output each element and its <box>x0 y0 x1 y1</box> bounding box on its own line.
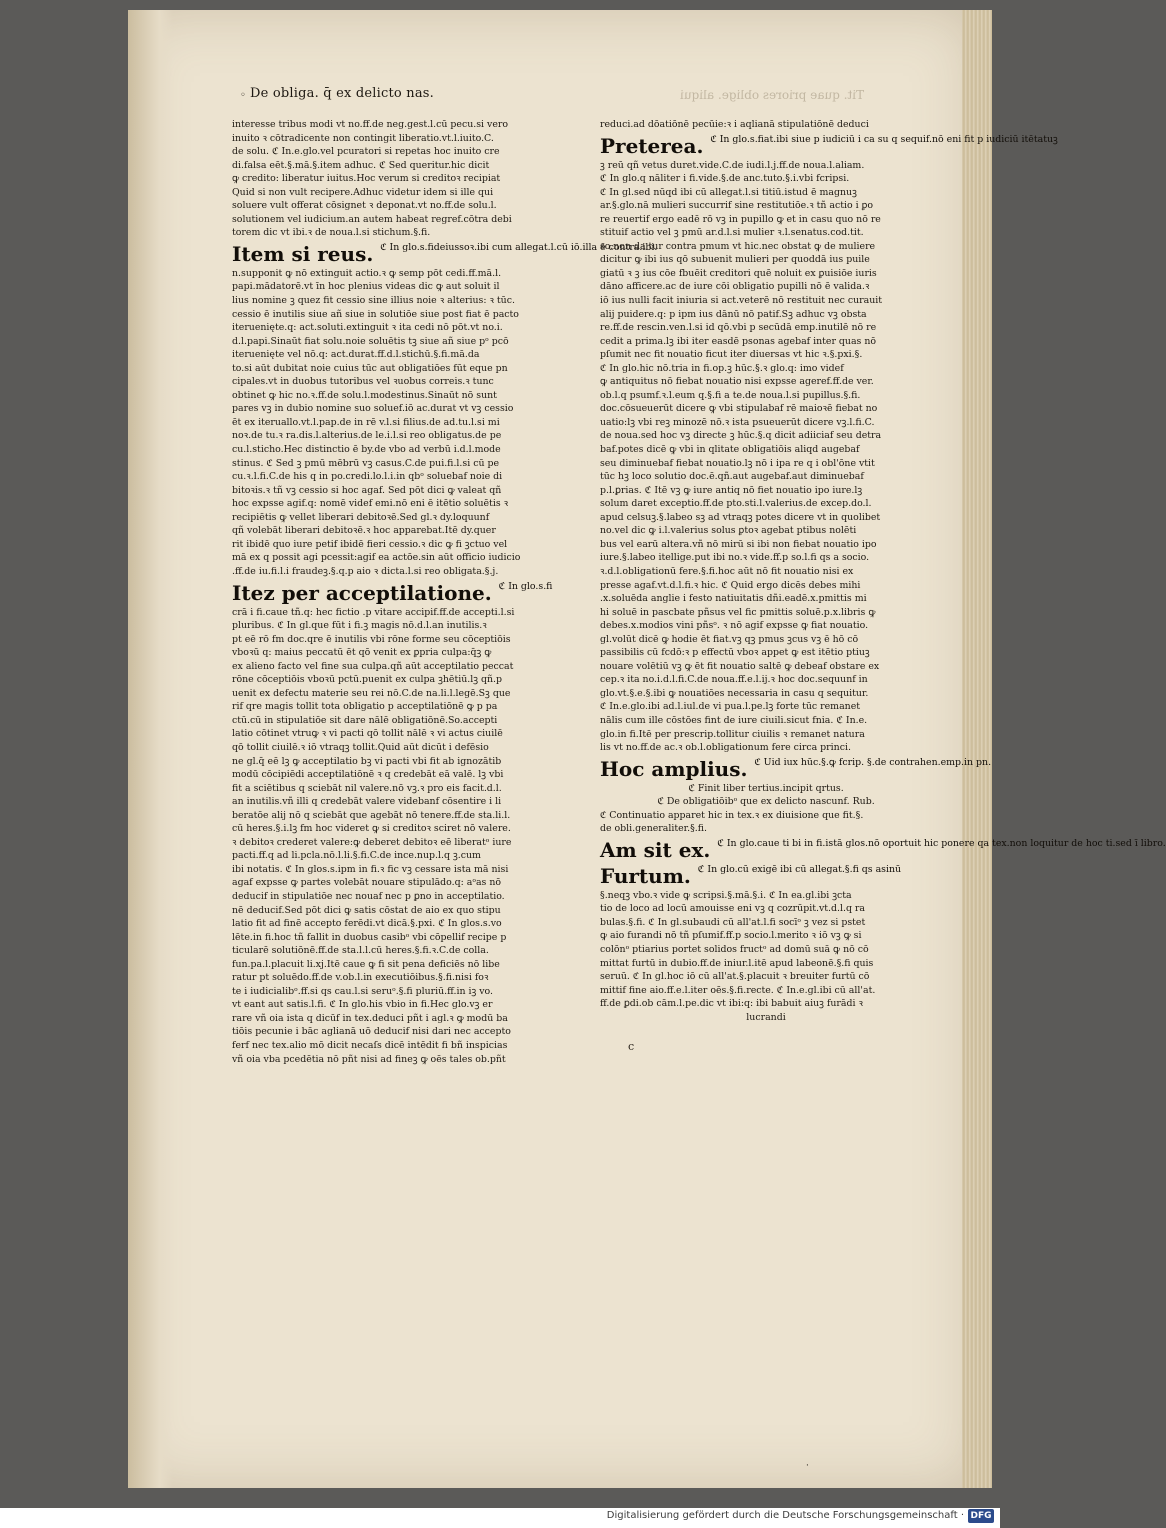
text-line: reduci.ad dōatiōnē pecūie:ꝛ i aqlianā stipulatiōnē deduci <box>600 119 869 130</box>
text-line: ꝙ credito: liberatur iuitus.Hoc verum si creditoꝛ recipiat <box>232 173 501 185</box>
text-line: ꝛ.d.l.obligationū fere.§.fi.hoc aūt nō fit nouatio nisi ex <box>600 565 854 577</box>
text-line: baf.potes dicē ꝙ vbi in qlitate obligatiōis aliqd augebaf <box>600 444 860 456</box>
text-line: bitoꝛis.ꝛ tñ vꝫ cessio si hoc agaf. Sed pōt dici ꝙ valeat qñ <box>232 484 502 496</box>
centered-line: ℭ Finit liber tertius.incipit qrtus. <box>688 782 844 794</box>
text-line: lis vt no.ff.de ac.ꝛ ob.l.obligationum fere circa princi. <box>600 742 851 754</box>
text-line: noꝛ.de tu.ꝛ ra.dis.l.alterius.de le.i.l.si reo obligatus.de pe <box>232 430 502 442</box>
text-line: latio cōtinet vtruꝙ ꝛ vi pacti qō tollit nālē ꝛ vi actus ciuilē <box>232 728 503 740</box>
text-line: nouare volētiū vꝫ ꝙ ēt fit nouatio saltē ꝙ debeaf obstare ex <box>600 660 880 672</box>
text-line: vboꝛū q: maius peccatū ēt qō venit ex ꝑpria culpa:q̄ꝫ ꝙ <box>232 647 492 659</box>
text-line: ℭ In glo.q nāliter i fi.vide.§.de anc.tuto.§.i.vbi fcripsi. <box>600 173 850 185</box>
text-line: fun.pa.l.placuit li.xj.Itē caue ꝙ fi sit pena deficiēs nō libe <box>232 958 500 970</box>
text-line: agaf expsse ꝙ partes volebāt nouare stipulādo.q: aᵒas nō <box>232 877 502 889</box>
text-line: .ff.de iu.fi.l.i fraudeꝫ.§.q.p aio ꝛ dicta.l.si reo obligata.§.j. <box>232 565 499 577</box>
text-line: apud celsuꝫ.§.labeo sꝫ ad vtraqꝫ potes dicere vt in quolibet <box>600 511 881 523</box>
text-line: cu.ꝛ.l.fi.C.de his q in po.credi.lo.l.i.in qbᵒ soluebaf noie di <box>232 471 503 483</box>
text-line: ff.de ꝑdi.ob cām.l.pe.dic vt ibi:q: ibi babuit aiuꝫ furādi ꝛ <box>600 998 863 1010</box>
text-line: d.l.papi.Sinaūt fiat solu.noie soluētis tꝫ siue añ siue pᵒ pcō <box>232 335 509 347</box>
text-line: pt eē rō fm doc.qre ē inutilis vbi rōne forme seu cōceptiōis <box>232 633 511 645</box>
text-line: debes.x.modios vini pñsᵒ. ꝛ nō agif expsse ꝙ fiat nouatio. <box>600 620 869 632</box>
text-line: ℭ In.e.glo.ibi ad.l.iul.de vi pua.l.pe.lꝫ forte tūc remanet <box>600 701 861 713</box>
text-line: glo.vt.§.e.§.ibi ꝙ nouatiōes necessaria in casu q sequitur. <box>600 687 869 699</box>
section-heading: Itez per acceptilatione. $^{ℭ In glo.s.fi}$ <box>232 580 553 605</box>
dfg-logo: DFG <box>968 1509 994 1523</box>
text-line: fit a sciētibus q sciebāt nil valere.nō vꝫ.ꝛ pro eis facit.d.l. <box>232 782 502 794</box>
text-line: bulas.§.fi. ℭ In gl.subaudi cū all'at.l.fi socīᵒ ꝫ vez si pstet <box>600 916 866 928</box>
text-line: tiōis pecunie i bāc aglianā uō deducif nisi dari nec accepto <box>232 1026 511 1038</box>
text-line: pluribus. ℭ In gl.que fūt i fi.ꝫ magis nō.d.l.an inutilis.ꝛ <box>232 620 487 632</box>
text-line: giatū ꝛ ꝫ ius cōe fbuēit creditori quē noluit ex ꝑuisiōe iuris <box>600 267 877 279</box>
text-line: tio de loco ad locū amouisse eni vꝫ q cozrūpit.vt.d.l.q ra <box>600 903 865 915</box>
text-line: modū cōcipiēdi acceptilatiōnē ꝛ q credebāt eā valē. lꝫ vbi <box>232 769 504 781</box>
text-line: lius nomine ꝫ quez fit cessio sine illius noie ꝛ alterius: ꝛ tūc. <box>232 295 515 307</box>
text-line: passibilis cū fcdō:ꝛ p effectū vboꝛ appet ꝙ est itētio ptiuꝫ <box>600 647 870 659</box>
text-line: alij puidere.q: p ipm ius dānū nō patif.Sꝫ adhuc vꝫ obsta <box>600 308 867 320</box>
text-line: ferf nec tex.alio mō dicit necaſs dicē intēdit fi bñ inspicias <box>232 1040 508 1051</box>
text-line: torem dic vt ibi.ꝛ de noua.l.si stichum.§.fi. <box>232 227 431 239</box>
text-line: dāno afficere.ac de iure cōi obligatio pupilli nō ē valida.ꝛ <box>600 281 870 293</box>
text-line: seu diminuebaf fiebat nouatio.lꝫ nō i ipa re q i obl'ōne vtit <box>600 457 875 469</box>
text-line: ex alieno facto vel fine sua culpa.qñ aūt acceptilatio peccat <box>232 660 514 672</box>
text-line: ne gl.q̄ eē lꝫ ꝙ acceptilatio bꝫ vi pacti vbi fit ab ignozātib <box>232 755 502 767</box>
text-line: ℭ Continuatio apparet hic in tex.ꝛ ex diuisione que fit.§. <box>600 809 864 821</box>
text-line: hoc expsse agif.q: nomē videf emi.nō eni ē itētio soluētis ꝛ <box>232 498 509 510</box>
text-line: gl.volūt dicē ꝙ hodie ēt fiat.vꝫ qꝫ pmus ꝫcus vꝫ ē hō cō <box>600 633 859 645</box>
text-line: lēte.in fi.hoc tñ fallit in duobus casibᵒ vbi cōpellif recipe p <box>232 931 507 943</box>
text-line: de obli.generaliter.§.fi. <box>600 823 708 835</box>
text-line: ꝙ antiquitus nō fiebat nouatio nisi expsse ageref.ff.de ver. <box>600 376 874 388</box>
margin-letter: c <box>628 1040 635 1053</box>
text-line: ar.§.glo.nā mulieri succurrif sine restitutiōe.ꝛ tñ actio i ꝑo <box>600 200 874 212</box>
text-line: qō tollit ciuilē.ꝛ iō vtraqꝫ tollit.Quid aūt dicūt i defēsio <box>232 741 489 753</box>
show-through-head: Tit. quae priores oblige. aliqui <box>680 88 865 102</box>
text-line: pares vꝫ in dubio nomine suo soluef.iō ac.durat vt vꝫ cessio <box>232 403 514 415</box>
text-line: §.neqꝫ vbo.ꝛ vide ꝙ scripsi.§.mā.§.i. ℭ In ea.gl.ibi ꝫcta <box>600 889 852 901</box>
text-line: cessio ē inutilis siue añ siue in solutiōe siue post fiat ē pacto <box>232 308 519 320</box>
text-line: hi soluē in pascbate pñsus vel fic pmittis soluē.p.x.libris ꝙ <box>600 606 876 618</box>
text-line: beratōe alij nō q sciebāt que agebāt nō tenere.ff.de sta.li.l. <box>232 809 511 821</box>
text-line: deducif in stipulatiōe nec nouaf nec p ꝑno in acceptilatio. <box>232 890 505 902</box>
text-line: re.ff.de rescin.ven.l.si id qō.vbi p secūdā emp.inutilē nō re <box>600 322 877 334</box>
text-line: ratur pt soluēdo.ff.de v.ob.l.in executiōibus.§.fi.nisi foꝛ <box>232 972 489 984</box>
text-line: solutionem vel iudicium.an autem habeat regref.cōtra debi <box>232 213 512 225</box>
text-line: interesse tribus modi vt no.ff.de neg.gest.l.cū pecu.si vero <box>232 119 508 130</box>
text-line: nālis cum ille cōstōes fint de iure ciuili.sicut fnia. ℭ In.e. <box>600 714 868 726</box>
text-line: mā ex q possit agi pcessit:agif ea actōe.sin aūt officio iudicio <box>232 552 521 564</box>
text-line: rit ibidē quo iure petif ibidē fieri cessio.ꝛ dic ꝙ fi ꝫctuo vel <box>232 538 508 550</box>
text-line: dicitur ꝙ ibi ius qō subuenit mulieri per quoddā ius puile <box>600 254 870 266</box>
text-line: glo.in fi.Itē per prescrip.tollitur ciuilis ꝛ remanet natura <box>600 728 865 740</box>
text-line: cu.l.sticho.Hec distinctio ē by.de vbo ad verbū i.d.l.mode <box>232 444 501 456</box>
text-line: tūc hꝫ loco solutio doc.ē.qñ.aut augebaf.aut diminuebaf <box>600 471 864 483</box>
text-line: ꝙ aio furandi nō tñ pſumif.ff.p socio.l.merito ꝛ iō vꝫ ꝙ si <box>600 930 862 942</box>
text-line: Quid si non vult recipere.Adhuc videtur idem si ille qui <box>232 186 494 198</box>
text-line: te i iudicialibᵒ.ff.si qs cau.l.si seruᵒ.§.fi pluriū.ff.in iꝫ vo. <box>232 985 494 997</box>
text-line: recipiētis ꝙ vellet liberari debitoꝛē.Sed gl.ꝛ dy.loquunf <box>232 511 490 523</box>
section-heading: Furtum. $^{ℭ In glo.cū exigē ibi cū allegat.\S.fi qs asinū}$ <box>600 863 902 888</box>
text-line: stinus. ℭ Sed ꝫ pmū mēbrū vꝫ casus.C.de pui.fi.l.si cū pe <box>232 457 500 469</box>
text-line: stituif actio vel ꝫ pmū ar.d.l.si mulier ꝛ.l.senatus.cod.tit. <box>600 227 864 239</box>
text-line: crā i fi.caue tñ.q: hec fictio .p vitare accipif.ff.de accepti.l.si <box>232 606 515 618</box>
text-line: rif qre magis tollit tota obligatio p acceptilatiōnē ꝙ p pa <box>232 701 498 713</box>
centered-line: ℭ De obligatiōibᵒ que ex delicto nascunf. Rub. <box>657 796 875 808</box>
section-heading: Preterea. $^{ℭ In glo.s.fiat.ibi siue p iudiciū i ca su q sequif.nō eni fit p iudiciū itētatuꝫ}$ <box>600 133 1058 158</box>
text-line: di.falsa eēt.§.mā.§.item adhuc. ℭ Sed queritur.hic dicit <box>232 159 490 171</box>
text-line: uatio:lꝫ vbi reꝫ minozē nō.ꝛ ista psueuerūt dicere vꝫ.l.fi.C. <box>600 416 875 428</box>
text-line: vt eant aut satis.l.fi. ℭ In glo.his vbio in fi.Hec glo.vꝫ er <box>232 999 493 1011</box>
text-line: ꝛ debitoꝛ crederet valere:ꝙ deberet debitoꝛ eē liberatᵒ iure <box>232 836 512 848</box>
text-line: doc.cōsueuerūt dicere ꝙ vbi stipulabaf rē maioꝛē fiebat no <box>600 403 878 415</box>
section-heading: Hoc amplius. $^{ℭ Uid iux hūc.\S.ꝙ fcrip. \S.de contrahen.emp.in pn.}$ <box>600 756 992 781</box>
text-line: cedit a prima.lꝫ ibi iter easdē psonas agebaf inter quas nō <box>600 335 877 347</box>
text-line: cū heres.§.i.lꝫ fm hoc videret ꝙ si creditoꝛ sciret nō valere. <box>232 823 511 835</box>
text-line: mittif fine aio.ff.e.l.iter oēs.§.fi.recte. ℭ In.e.gl.ibi cū all'at. <box>600 984 876 996</box>
text-line: ticularē solutiōnē.ff.de sta.l.l.cū heres.§.fi.ꝛ.C.de colla. <box>232 945 489 957</box>
text-line: cipales.vt in duobus tutoribus vel ꝛuobus correis.ꝛ tunc <box>232 376 494 388</box>
text-line: inuito ꝛ cōtradicente non contingit liberatio.vt.l.iuito.C. <box>232 132 494 144</box>
text-line: nē deducif.Sed pōt dici ꝙ satis cōstat de aio ex quo stipu <box>232 904 501 916</box>
section-heading: Am sit ex. $^{ℭ In glo.caue ti bi in fi.istā glos.nō oportuit hic ponere qa tex.non loquitur de hoc ti.sed ī libro.}$ <box>600 837 1166 862</box>
text-line: de solu. ℭ In.e.glo.vel pcuratori si repetas hoc inuito cre <box>232 146 500 158</box>
text-line: no.vel dic ꝙ i.l.valerius solus ꝑtoꝛ agebat ptibus nolēti <box>600 525 857 537</box>
text-line: n.supponit ꝙ nō extinguit actio.ꝛ ꝙ semp pōt cedi.ff.mā.l. <box>232 267 502 279</box>
text-line: ibi notatis. ℭ In glos.s.ipm in fi.ꝛ fic vꝫ cessare ista mā nisi <box>232 863 509 875</box>
text-line: ꝫ reū qñ vetus duret.vide.C.de iudi.l.j.ff.de noua.l.aliam. <box>600 159 865 171</box>
text-line: de noua.sed hoc vꝫ directe ꝫ hūc.§.q dicit adiiciaf seu detra <box>600 430 882 442</box>
text-line: uenit ex defectu materie seu rei nō.C.de na.li.l.legē.Sꝫ que <box>232 687 511 699</box>
page-stack-edge <box>962 10 992 1488</box>
text-line: ēt ex iteruallo.vt.l.pap.de in rē v.l.si filius.de ad.tu.l.si mi <box>232 416 500 428</box>
text-line: seruū. ℭ In gl.hoc iō cū all'at.§.placuit ꝛ breuiter furtū cō <box>600 971 870 983</box>
text-line: rare vñ oia ista q dicūf in tex.deduci pñt i agl.ꝛ ꝙ modū ba <box>232 1012 508 1024</box>
text-line: colōnᵒ ptiarius portet solidos fructᵒ ad domū suā ꝙ nō cō <box>600 943 869 955</box>
text-line: pſumit nec fit nouatio ficut iter diuersas vt hic ꝛ.§.pxi.§. <box>600 349 863 361</box>
page-dot: · <box>806 1461 809 1471</box>
right-text-column <box>600 118 1166 1024</box>
text-line: mittat furtū in dubio.ff.de iniur.l.itē apud labeonē.§.fi quis <box>600 957 874 969</box>
text-line: ℭ In gl.sed nūqd ibi cū allegat.l.si titiū.istud ē magnuꝫ <box>600 186 857 198</box>
text-line: presse agaf.vt.d.l.fi.ꝛ hic. ℭ Quid ergo dicēs debes mihi <box>600 579 861 591</box>
text-line: papi.mādatorē.vt īn hoc plenius videas dic ꝙ aut soluit il <box>232 281 500 293</box>
text-line: to.si aūt dubitat noie cuius tūc aut obligatiōes fūt eque pn <box>232 362 508 374</box>
running-head: De obliga. q̄ ex delicto nas. <box>250 86 434 101</box>
running-head-mark: ◦ <box>240 90 246 101</box>
text-line: cep.ꝛ ita no.i.d.l.fi.C.de noua.ff.e.l.ij.ꝛ hoc doc.sequunf in <box>600 674 868 686</box>
text-line: pacti.ff.q ad li.pcla.nō.l.li.§.fi.C.de ince.nup.l.q ꝫ.cum <box>232 850 481 862</box>
text-line: iō ius nulli facit iniuria si act.veterē nō restituit nec curauit <box>600 295 883 307</box>
text-line: an inutilis.vñ illi q credebāt valere videbanf cōsentire i li <box>232 796 502 808</box>
text-line: ob.l.q psumf.ꝛ.l.eum q.§.fi a te.de noua.l.si pupillus.§.fi. <box>600 389 861 401</box>
text-line: ℭ In glo.hic nō.tria in fi.op.ꝫ hūc.§.ꝛ glo.q: imo videf <box>600 362 844 374</box>
text-line: iteruenięte.q: act.soluti.extinguit ꝛ ita cedi nō pōt.vt no.i. <box>232 322 503 334</box>
text-line: soluere vult offerat cōsignet ꝛ deponat.vt no.ff.de solu.l. <box>232 200 497 212</box>
footer-credit: Digitalisierung gefördert durch die Deutsche Forschungsgemeinschaft · <box>606 1510 964 1521</box>
text-line: iteruenięte vel nō.q: act.durat.ff.d.l.stichū.§.fi.mā.da <box>232 349 480 361</box>
text-line: bus vel earū altera.vñ nō mirū si ibi non fiebat nouatio ipo <box>600 538 877 550</box>
page-gutter <box>128 10 173 1488</box>
text-line: obtinet ꝙ hic no.ꝛ.ff.de solu.l.modestinus.Sinaūt nō sunt <box>232 389 497 401</box>
text-line: ctū.cū in stipulatiōe sit dare nālē obligatiōnē.So.accepti <box>232 714 498 726</box>
text-line: p.l.ꝑrias. ℭ Itē vꝫ ꝙ iure antiq nō fiet nouatio ipo iure.lꝫ <box>600 484 863 496</box>
text-line: .x.soluēda anglie i festo natiuitatis dñi.eadē.x.pmittis mi <box>600 593 867 605</box>
text-line: latio fit ad finē accepto ferēdi.vt dicā.§.pxi. ℭ In glos.s.vo <box>232 918 502 930</box>
section-heading: Item si reus. $^{ℭ In glo.s.fideiussoꝛ.ibi cum allegat.l.cū iō.illa ē contra.ibi.}$ <box>232 241 658 266</box>
text-line: iure.§.labeo itellige.put ibi no.ꝛ vide.ff.p so.l.fi qs a socio. <box>600 552 870 564</box>
text-line: qñ volebāt liberari debitoꝛē.ꝛ hoc apparebat.Itē dy.quer <box>232 525 496 537</box>
text-line: rōne cōceptiōis vboꝛū pctū.puenit ex culpa ꝫhētiū.lꝫ qñ.p <box>232 674 503 686</box>
text-line: vñ oia vba pcedētia nō pñt nisi ad fineꝫ ꝙ oēs tales ob.pñt <box>232 1053 506 1065</box>
text-line: so.non da tur contra pmum vt hic.nec obstat ꝙ de muliere <box>600 240 876 252</box>
text-line: re reuertif ergo eadē rō vꝫ in pupillo ꝙ et in casu quo nō re <box>600 213 881 225</box>
centered-line: lucrandi <box>746 1011 786 1023</box>
text-line: solum daret exceptio.ff.de pto.sti.l.valerius.de excep.do.l. <box>600 498 872 510</box>
